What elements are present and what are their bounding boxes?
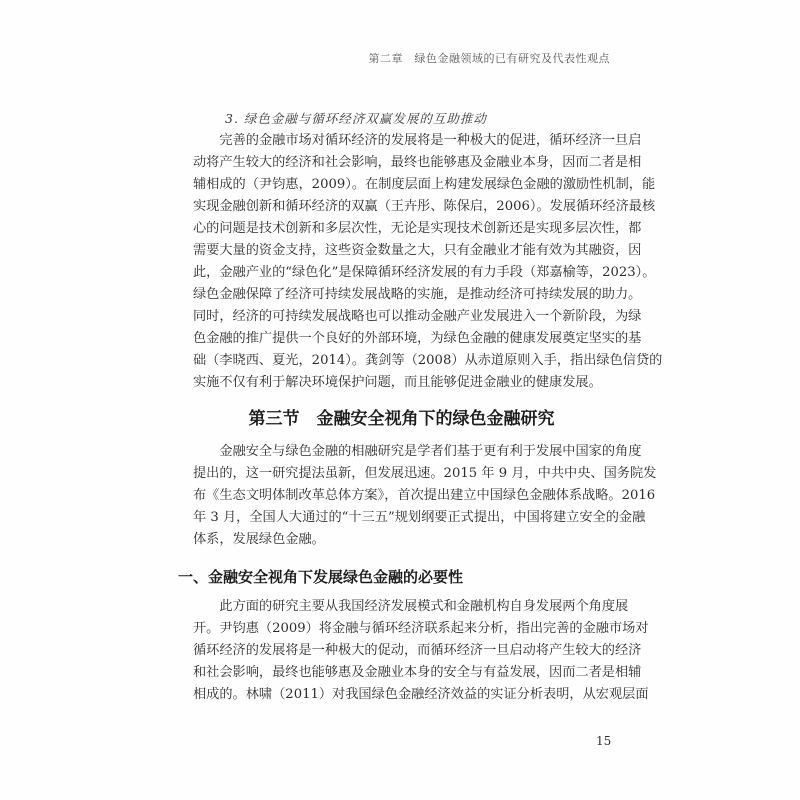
text-line: 相成的。林啸（2011）对我国绿色金融经济效益的实证分析表明，从宏观层面: [193, 687, 649, 702]
text-line: 需要大量的资金支持，这些资金数量之大，只有金融业才能有效为其融资，因: [193, 243, 642, 258]
text-line: 绿色金融保障了经济可持续发展战略的实施，是推动经济可持续发展的助力。: [193, 287, 642, 302]
section-title: 第三节 金融安全视角下的绿色金融研究: [248, 409, 555, 429]
text-line: 心的问题是技术创新和多层次性，无论是实现技术创新还是实现多层次性，都: [193, 221, 642, 236]
text-line: 完善的金融市场对循环经济的发展将是一种极大的促进，循环经济一旦启: [219, 133, 642, 148]
text-line: 布《生态文明体制改革总体方案》，首次提出建立中国绿色金融体系战略。2016: [193, 488, 656, 503]
text-line: 动将产生较大的经济和社会影响，最终也能够惠及金融业本身，因而二者是相: [193, 155, 642, 170]
text-line: 此，金融产业的“绿色化”是保障循环经济发展的有力手段（郑嘉榆等，2023）。: [193, 265, 656, 280]
text-line: 开。尹钧惠（2009）将金融与循环经济联系起来分析，指出完善的金融市场对: [193, 621, 649, 636]
text-line: 实现金融创新和循环经济的双赢（王卉彤、陈保启，2006）。发展循环经济最核: [193, 199, 656, 214]
text-line: 辅相成的（尹钧惠，2009）。在制度层面上构建发展绿色金融的激励性机制，能: [193, 177, 656, 192]
subsection-3-block: [193, 108, 663, 394]
subsection-1-paragraph: [193, 596, 649, 706]
text-line: 实施不仅有利于解决环境保护问题，而且能够促进金融业的健康发展。: [193, 375, 602, 390]
section-intro-block: [193, 441, 657, 551]
text-line: 和社会影响，最终也能够惠及金融业本身的安全与有益发展，因而二者是相辅: [193, 665, 642, 680]
page-number: 15: [596, 734, 612, 748]
subsection-1-block: [193, 596, 649, 706]
text-line: 此方面的研究主要从我国经济发展模式和金融机构自身发展两个角度展: [219, 599, 629, 614]
text-line: 础（李晓西、夏光，2014）。龚剑等（2008）从赤道原则入手，指出绿色信贷的: [193, 353, 663, 368]
text-line: 金融安全与绿色金融的相融研究是学者们基于更有利于发展中国家的角度: [219, 444, 642, 459]
running-head: 第二章 绿色金融领域的已有研究及代表性观点: [368, 52, 610, 65]
subsection-3-paragraph: [193, 130, 663, 394]
text-line: 同时，经济的可持续发展战略也可以推动金融产业发展进入一个新阶段，为绿: [193, 309, 642, 324]
subsection-3-heading: 3. 绿色金融与循环经济双赢发展的互助推动: [225, 111, 487, 126]
text-line: 体系，发展绿色金融。: [193, 532, 325, 547]
text-line: 年 3 月，全国人大通过的“十三五”规划纲要正式提出，中国将建立安全的金融: [193, 510, 646, 525]
subsection-1-heading: 一、金融安全视角下发展绿色金融的必要性: [178, 568, 464, 586]
text-line: 提出的，这一研究提法虽新，但发展迅速。2015 年 9 月，中共中央、国务院发: [193, 466, 657, 481]
text-line: 循环经济的发展将是一种极大的促动，而循环经济一旦启动将产生较大的经济: [193, 643, 642, 658]
section-intro-paragraph: [193, 441, 657, 551]
text-line: 色金融的推广提供一个良好的外部环境，为绿色金融的健康发展奠定坚实的基: [193, 331, 642, 346]
